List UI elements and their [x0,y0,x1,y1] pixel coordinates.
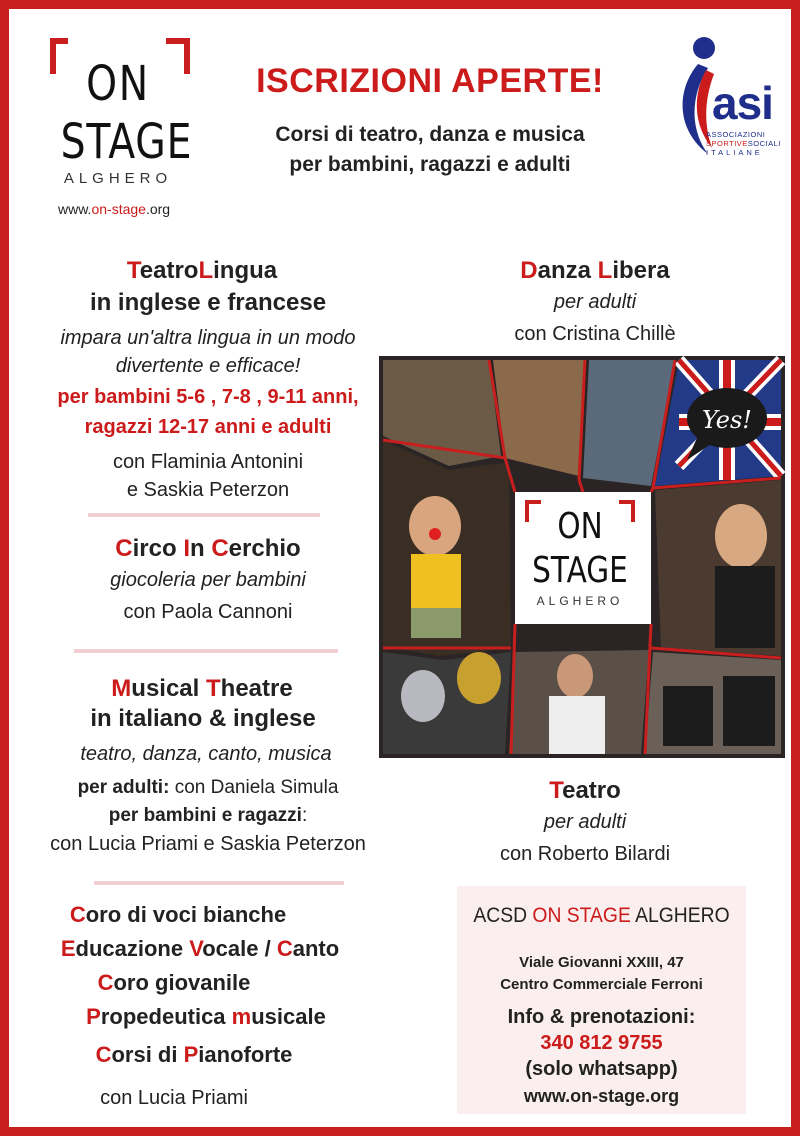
whatsapp-note: (solo whatsapp) [525,1058,678,1080]
asi-letters: asi [712,77,773,129]
musical-subtitle: in italiano & inglese [90,705,316,732]
headline: ISCRIZIONI APERTE! [256,62,604,100]
course-giovanile [0,968,374,998]
asi-logo [668,30,786,160]
teatro-section [450,776,720,868]
title-initial: C [69,902,86,927]
title-initial: T [549,777,563,804]
course-educazione [0,934,400,964]
title-text: anto [292,936,340,961]
title-text: oro giovanile [113,970,251,995]
title-text: ducazione [75,936,190,961]
title-text: eatro [139,257,199,284]
title-initial: P [86,1004,101,1029]
title-initial: C [211,535,229,562]
title-initial: E [60,936,76,961]
website-link-bottom[interactable]: www.on-stage.org [523,1086,680,1106]
collage-center-logo [515,492,651,624]
divider [74,649,338,653]
title-text: eatro [562,777,621,804]
subhead-line-2: per bambini, ragazzi e adulti [289,153,571,176]
title-initial: L [198,257,214,284]
kids-label: per bambini e ragazzi [108,805,302,826]
asi-sub-sportive: SPORTIVE [706,139,748,148]
teatrolingua-title [6,256,398,286]
info-label: Info & prenotazioni: [507,1006,696,1028]
asi-sub-line-1: ASSOCIAZIONI [706,130,766,139]
asi-sub-line-3: ITALIANE [706,148,763,157]
circo-section [18,534,398,626]
title-text: heatre [220,675,293,702]
subhead [220,120,640,180]
teatrolingua-ages-1: per bambini 5-6 , 7-8 , 9-11 anni, [57,386,359,408]
title-initial: C [95,1042,112,1067]
title-initial: L [597,257,613,284]
contact-address [457,952,746,996]
title-text: irco [132,535,184,562]
asi-sub-sociali: SOCIALI [747,139,781,148]
teatro-teacher: con Roberto Bilardi [499,843,671,865]
title-initial: m [231,1004,252,1029]
musical-kids-teachers: con Lucia Priami e Saskia Peterzon [50,833,366,855]
title-text: anza [537,257,598,284]
contact-org [469,904,735,928]
musical-title [6,674,398,704]
title-text: usicale [251,1004,326,1029]
title-initial: V [189,936,203,961]
org-name: ON STAGE [532,904,631,927]
teatrolingua-subtitle: in inglese e francese [89,289,327,316]
title-initial: C [115,535,133,562]
teatrolingua-desc-2: divertente e efficace! [115,355,301,377]
kids-colon: : [301,805,308,826]
org-suffix: ALGHERO [630,904,730,927]
title-text: ianoforte [198,1042,293,1067]
org-prefix: ACSD [473,904,533,927]
course-propedeutica [6,1002,406,1032]
title-initial: M [111,675,132,702]
teatrolingua-teachers-1: con Flaminia Antonini [112,451,304,473]
title-initial: T [206,675,221,702]
title-text: n [190,535,212,562]
course-coro [0,900,378,930]
website-suffix: .org [145,201,171,217]
logo-on: ON [86,56,150,112]
title-text: ocale / [202,936,277,961]
bubble-text: Yes! [702,406,752,434]
courses-teacher: con Lucia Priami [100,1087,248,1109]
adults-teacher: con Daniela Simula [169,777,339,798]
logo-bracket-right [176,38,190,74]
adults-label: per adulti: [77,777,170,798]
website-link-top[interactable] [58,201,170,217]
circo-teacher: con Paola Cannoni [123,601,293,623]
musical-kids [18,802,398,830]
title-initial: C [97,970,114,995]
logo-city: ALGHERO [63,170,173,187]
circo-title [18,534,398,564]
divider [88,513,320,517]
title-initial: P [183,1042,199,1067]
title-initial: C [276,936,293,961]
teatro-title [450,776,720,806]
address-street: Viale Giovanni XXIII, 47 [519,954,684,971]
teatrolingua-teachers-2: e Saskia Peterzon [126,479,290,501]
circo-desc: giocoleria per bambini [110,569,306,591]
center-logo-on: ON [557,506,603,547]
title-text: oro di voci bianche [85,902,287,927]
title-initial: I [183,535,190,562]
title-initial: T [126,257,140,284]
teatrolingua-desc-1: impara un'altra lingua in un modo [60,327,356,349]
divider [94,881,344,885]
danza-section [460,256,730,348]
title-text: ropedeutica [100,1004,232,1029]
on-stage-logo [48,36,198,196]
teatrolingua-section [18,256,398,504]
website-domain: on-stage [91,201,146,217]
title-text: ingua [213,257,278,284]
subhead-line-1: Corsi di teatro, danza e musica [275,123,585,146]
danza-desc: per adulti [553,291,637,313]
title-text: usical [131,675,206,702]
danza-title [460,256,730,286]
center-logo-city: ALGHERO [536,594,624,608]
logo-bracket-gap [68,36,166,45]
title-text: ibera [612,257,670,284]
course-pianoforte [0,1040,394,1070]
center-logo-gap [541,498,619,506]
website-prefix: www. [58,201,92,217]
title-text: erchio [228,535,301,562]
center-logo-stage: STAGE [532,550,628,591]
musical-desc: teatro, danza, canto, musica [80,743,332,765]
asi-subtitle [706,130,788,157]
photo-collage [379,356,785,758]
teatro-desc: per adulti [543,811,627,833]
asi-sub-line-2 [706,139,788,148]
phone-number[interactable]: 340 812 9755 [540,1032,663,1054]
musical-adults [18,774,398,802]
contact-box [457,886,746,1114]
address-center: Centro Commerciale Ferroni [500,976,703,993]
title-text: orsi di [111,1042,184,1067]
teatrolingua-ages-2: ragazzi 12-17 anni e adulti [84,416,332,438]
title-initial: D [520,257,538,284]
contact-info [457,1004,746,1082]
danza-teacher: con Cristina Chillè [514,323,676,345]
logo-stage: STAGE [60,114,193,170]
musical-section [18,674,398,858]
